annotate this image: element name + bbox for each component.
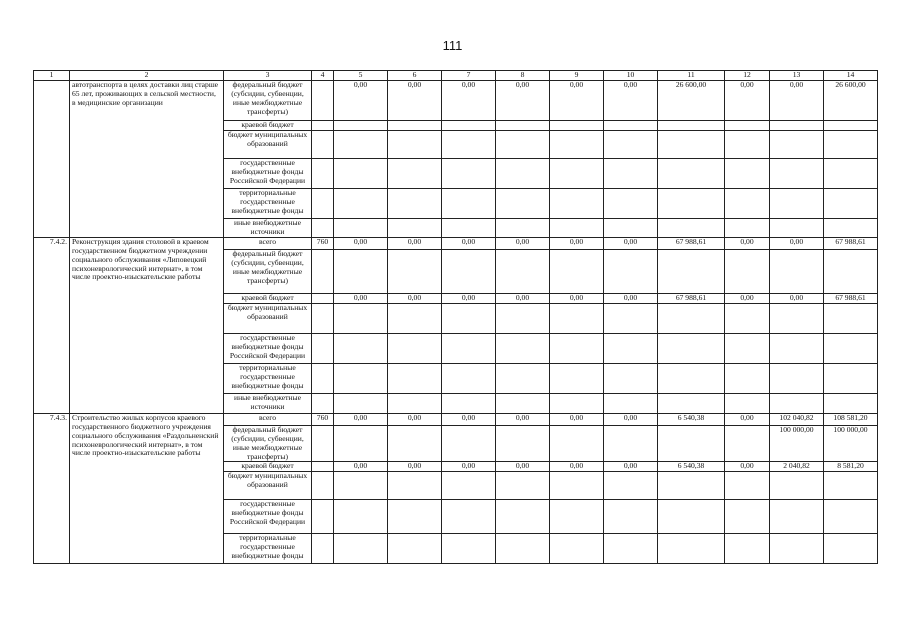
funding-source: федеральный бюджет (субсидии, субвенции, иные межбюджетные трансферты) <box>224 425 312 462</box>
funding-source: краевой бюджет <box>224 462 312 472</box>
column-header: 8 <box>496 71 550 81</box>
value-cell <box>824 189 878 219</box>
value-cell <box>604 159 658 189</box>
value-cell <box>550 472 604 500</box>
value-cell <box>725 131 770 159</box>
value-cell <box>388 333 442 363</box>
column-header: 5 <box>334 71 388 81</box>
value-cell <box>658 121 725 131</box>
expense-code <box>312 363 334 393</box>
value-cell <box>550 131 604 159</box>
value-cell: 0,00 <box>496 293 550 303</box>
value-cell <box>388 425 442 462</box>
value-cell <box>442 393 496 413</box>
value-cell: 0,00 <box>550 293 604 303</box>
value-cell <box>496 333 550 363</box>
value-cell: 0,00 <box>550 462 604 472</box>
value-cell <box>770 131 824 159</box>
value-cell: 0,00 <box>550 413 604 425</box>
table-row <box>34 81 878 121</box>
item-code: 7.4.2. <box>34 237 70 413</box>
value-cell <box>496 425 550 462</box>
value-cell <box>725 189 770 219</box>
value-cell <box>442 534 496 564</box>
expense-code <box>312 425 334 462</box>
value-cell <box>388 121 442 131</box>
value-cell: 0,00 <box>725 81 770 121</box>
value-cell: 0,00 <box>442 237 496 249</box>
value-cell <box>442 121 496 131</box>
value-cell <box>770 500 824 534</box>
value-cell <box>824 219 878 238</box>
value-cell <box>604 363 658 393</box>
value-cell <box>442 131 496 159</box>
value-cell <box>770 189 824 219</box>
value-cell <box>334 425 388 462</box>
value-cell <box>388 249 442 293</box>
funding-source: федеральный бюджет (субсидии, субвенции, иные межбюджетные трансферты) <box>224 249 312 293</box>
value-cell <box>658 472 725 500</box>
value-cell: 67 988,61 <box>658 293 725 303</box>
value-cell: 0,00 <box>725 462 770 472</box>
value-cell <box>496 131 550 159</box>
value-cell <box>496 472 550 500</box>
expense-code <box>312 534 334 564</box>
value-cell <box>770 249 824 293</box>
value-cell <box>388 189 442 219</box>
value-cell <box>824 303 878 333</box>
value-cell <box>725 159 770 189</box>
column-header: 9 <box>550 71 604 81</box>
value-cell <box>442 500 496 534</box>
expense-code <box>312 219 334 238</box>
value-cell: 0,00 <box>550 81 604 121</box>
value-cell <box>550 393 604 413</box>
value-cell <box>496 219 550 238</box>
value-cell <box>550 219 604 238</box>
value-cell: 0,00 <box>334 237 388 249</box>
value-cell <box>442 303 496 333</box>
funding-source: бюджет муниципальных образований <box>224 303 312 333</box>
value-cell <box>334 303 388 333</box>
item-description: автотранспорта в целях доставки лиц старше 65 лет, проживающих в сельской местности, в медицинские организации <box>70 81 224 238</box>
table-row <box>34 237 878 249</box>
value-cell: 0,00 <box>442 81 496 121</box>
funding-source: бюджет муниципальных образований <box>224 131 312 159</box>
value-cell <box>442 219 496 238</box>
table-body <box>34 71 878 564</box>
value-cell <box>442 472 496 500</box>
value-cell <box>334 363 388 393</box>
value-cell <box>725 363 770 393</box>
value-cell <box>824 472 878 500</box>
value-cell <box>496 534 550 564</box>
value-cell <box>658 333 725 363</box>
value-cell: 0,00 <box>725 413 770 425</box>
value-cell: 0,00 <box>388 462 442 472</box>
value-cell: 0,00 <box>604 413 658 425</box>
value-cell: 6 540,38 <box>658 413 725 425</box>
value-cell: 100 000,00 <box>770 425 824 462</box>
value-cell <box>725 425 770 462</box>
value-cell <box>442 333 496 363</box>
value-cell <box>334 121 388 131</box>
value-cell: 0,00 <box>442 462 496 472</box>
funding-source: иные внебюджетные источники <box>224 393 312 413</box>
value-cell <box>442 189 496 219</box>
value-cell: 26 600,00 <box>824 81 878 121</box>
value-cell <box>334 500 388 534</box>
value-cell <box>824 393 878 413</box>
value-cell <box>658 393 725 413</box>
value-cell: 0,00 <box>725 293 770 303</box>
value-cell <box>442 159 496 189</box>
column-header: 13 <box>770 71 824 81</box>
page-number: 111 <box>442 38 463 53</box>
item-description: Строительство жилых корпусов краевого государственного бюджетного учреждения социального обслуживания «Раздольненский психоневрологический интернат», в том числе проектно-изыскательские работы <box>70 413 224 564</box>
expense-code: 760 <box>312 237 334 249</box>
value-cell: 0,00 <box>388 81 442 121</box>
column-header: 7 <box>442 71 496 81</box>
value-cell <box>550 249 604 293</box>
value-cell: 0,00 <box>770 237 824 249</box>
value-cell <box>388 472 442 500</box>
value-cell <box>550 500 604 534</box>
value-cell <box>824 500 878 534</box>
value-cell <box>770 121 824 131</box>
column-header: 1 <box>34 71 70 81</box>
value-cell: 0,00 <box>496 462 550 472</box>
value-cell: 0,00 <box>442 293 496 303</box>
value-cell <box>658 131 725 159</box>
value-cell <box>334 131 388 159</box>
expense-code <box>312 462 334 472</box>
funding-source: государственные внебюджетные фонды Российской Федерации <box>224 333 312 363</box>
value-cell <box>658 534 725 564</box>
value-cell: 108 581,20 <box>824 413 878 425</box>
value-cell <box>334 393 388 413</box>
value-cell <box>550 333 604 363</box>
value-cell <box>550 121 604 131</box>
header-row <box>34 71 878 81</box>
value-cell <box>388 393 442 413</box>
expense-code <box>312 393 334 413</box>
value-cell: 2 040,82 <box>770 462 824 472</box>
value-cell: 26 600,00 <box>658 81 725 121</box>
value-cell: 0,00 <box>334 293 388 303</box>
value-cell: 6 540,38 <box>658 462 725 472</box>
value-cell <box>604 219 658 238</box>
value-cell <box>550 159 604 189</box>
value-cell <box>334 159 388 189</box>
value-cell <box>604 303 658 333</box>
value-cell <box>725 333 770 363</box>
expense-code: 760 <box>312 413 334 425</box>
value-cell: 0,00 <box>604 293 658 303</box>
value-cell <box>496 189 550 219</box>
value-cell <box>725 393 770 413</box>
value-cell <box>658 249 725 293</box>
value-cell <box>388 131 442 159</box>
value-cell <box>334 189 388 219</box>
value-cell: 0,00 <box>604 462 658 472</box>
value-cell <box>388 500 442 534</box>
value-cell <box>496 121 550 131</box>
expense-code <box>312 121 334 131</box>
value-cell <box>658 159 725 189</box>
value-cell: 0,00 <box>388 413 442 425</box>
expense-code <box>312 189 334 219</box>
funding-source: территориальные государственные внебюджетные фонды <box>224 189 312 219</box>
expense-code <box>312 131 334 159</box>
value-cell <box>604 393 658 413</box>
value-cell: 8 581,20 <box>824 462 878 472</box>
column-header: 3 <box>224 71 312 81</box>
value-cell <box>388 219 442 238</box>
value-cell <box>334 219 388 238</box>
value-cell <box>604 131 658 159</box>
value-cell <box>604 534 658 564</box>
column-header: 4 <box>312 71 334 81</box>
value-cell <box>442 425 496 462</box>
funding-source: краевой бюджет <box>224 121 312 131</box>
value-cell <box>824 159 878 189</box>
value-cell <box>442 249 496 293</box>
value-cell <box>334 472 388 500</box>
value-cell <box>604 425 658 462</box>
value-cell: 0,00 <box>604 81 658 121</box>
table-row <box>34 413 878 425</box>
value-cell <box>550 303 604 333</box>
value-cell <box>658 425 725 462</box>
value-cell <box>388 363 442 393</box>
budget-table <box>33 70 878 564</box>
value-cell <box>824 333 878 363</box>
value-cell: 0,00 <box>334 81 388 121</box>
funding-source: всего <box>224 413 312 425</box>
value-cell: 0,00 <box>388 293 442 303</box>
funding-source: федеральный бюджет (субсидии, субвенции, иные межбюджетные трансферты) <box>224 81 312 121</box>
value-cell: 0,00 <box>496 81 550 121</box>
value-cell <box>334 333 388 363</box>
funding-source: государственные внебюджетные фонды Российской Федерации <box>224 500 312 534</box>
value-cell <box>658 363 725 393</box>
value-cell <box>496 159 550 189</box>
value-cell <box>604 500 658 534</box>
value-cell <box>496 249 550 293</box>
value-cell <box>824 363 878 393</box>
value-cell <box>550 189 604 219</box>
value-cell <box>496 393 550 413</box>
value-cell <box>496 303 550 333</box>
value-cell: 0,00 <box>550 237 604 249</box>
value-cell: 0,00 <box>496 413 550 425</box>
value-cell <box>604 189 658 219</box>
value-cell <box>770 333 824 363</box>
value-cell <box>388 534 442 564</box>
value-cell: 0,00 <box>725 237 770 249</box>
value-cell: 0,00 <box>770 81 824 121</box>
item-code: 7.4.3. <box>34 413 70 564</box>
column-header: 10 <box>604 71 658 81</box>
funding-source: краевой бюджет <box>224 293 312 303</box>
value-cell <box>725 249 770 293</box>
column-header: 2 <box>70 71 224 81</box>
value-cell: 0,00 <box>604 237 658 249</box>
value-cell: 0,00 <box>334 413 388 425</box>
value-cell <box>604 121 658 131</box>
expense-code <box>312 81 334 121</box>
value-cell: 67 988,61 <box>658 237 725 249</box>
value-cell <box>824 121 878 131</box>
funding-source: бюджет муниципальных образований <box>224 472 312 500</box>
value-cell <box>604 333 658 363</box>
value-cell <box>725 121 770 131</box>
expense-code <box>312 293 334 303</box>
value-cell <box>658 303 725 333</box>
item-description: Реконструкция здания столовой в краевом государственном бюджетном учреждении социального обслуживания «Липовецкий психоневрологический интернат», в том числе проектно-изыскательские работы <box>70 237 224 413</box>
value-cell: 67 988,61 <box>824 237 878 249</box>
value-cell <box>496 500 550 534</box>
value-cell: 67 988,61 <box>824 293 878 303</box>
value-cell <box>658 500 725 534</box>
value-cell <box>334 249 388 293</box>
value-cell: 102 040,82 <box>770 413 824 425</box>
value-cell <box>442 363 496 393</box>
value-cell <box>824 131 878 159</box>
value-cell: 0,00 <box>442 413 496 425</box>
value-cell <box>725 219 770 238</box>
value-cell <box>550 425 604 462</box>
value-cell <box>388 303 442 333</box>
value-cell: 0,00 <box>334 462 388 472</box>
value-cell <box>550 534 604 564</box>
value-cell <box>334 534 388 564</box>
value-cell: 100 000,00 <box>824 425 878 462</box>
value-cell <box>658 189 725 219</box>
value-cell <box>658 219 725 238</box>
value-cell <box>550 363 604 393</box>
funding-source: иные внебюджетные источники <box>224 219 312 238</box>
value-cell <box>770 472 824 500</box>
expense-code <box>312 159 334 189</box>
value-cell <box>496 363 550 393</box>
expense-code <box>312 472 334 500</box>
expense-code <box>312 303 334 333</box>
funding-source: территориальные государственные внебюджетные фонды <box>224 363 312 393</box>
value-cell <box>770 219 824 238</box>
value-cell <box>725 472 770 500</box>
value-cell: 0,00 <box>388 237 442 249</box>
value-cell <box>725 500 770 534</box>
value-cell: 0,00 <box>496 237 550 249</box>
value-cell <box>604 472 658 500</box>
value-cell <box>604 249 658 293</box>
column-header: 12 <box>725 71 770 81</box>
funding-source: территориальные государственные внебюджетные фонды <box>224 534 312 564</box>
value-cell <box>770 393 824 413</box>
value-cell <box>770 159 824 189</box>
expense-code <box>312 249 334 293</box>
value-cell <box>770 534 824 564</box>
column-header: 11 <box>658 71 725 81</box>
column-header: 14 <box>824 71 878 81</box>
funding-source: всего <box>224 237 312 249</box>
value-cell <box>725 534 770 564</box>
value-cell <box>725 303 770 333</box>
expense-code <box>312 333 334 363</box>
column-header: 6 <box>388 71 442 81</box>
value-cell: 0,00 <box>770 293 824 303</box>
funding-source: государственные внебюджетные фонды Российской Федерации <box>224 159 312 189</box>
value-cell <box>770 363 824 393</box>
value-cell <box>388 159 442 189</box>
item-code <box>34 81 70 238</box>
value-cell <box>824 534 878 564</box>
value-cell <box>770 303 824 333</box>
expense-code <box>312 500 334 534</box>
value-cell <box>824 249 878 293</box>
